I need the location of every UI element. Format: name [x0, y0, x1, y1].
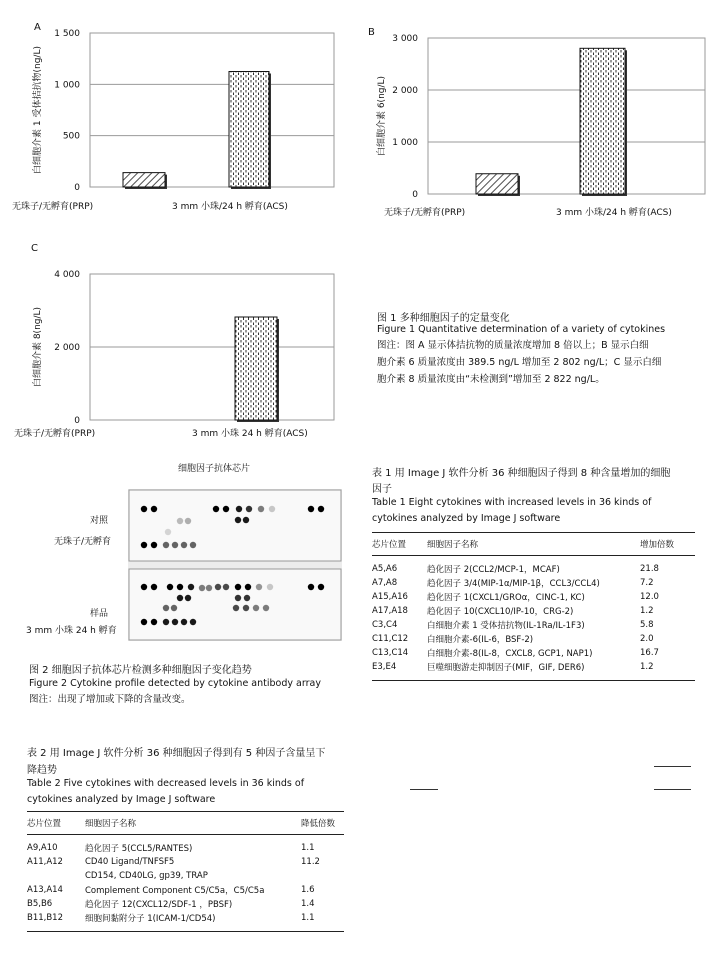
chart-b-svg [360, 20, 719, 230]
cell-fold: 1.1 [301, 843, 315, 853]
blot-spot [163, 619, 169, 625]
cell-position: A15,A16 [372, 592, 408, 602]
blot-spot [151, 584, 157, 590]
blot-spot [308, 506, 314, 512]
table1-title-cn-2: 因子 [372, 484, 392, 495]
y-tick-label: 2 000 [54, 343, 80, 353]
blot-spot [235, 595, 241, 601]
chart-a-svg [0, 20, 345, 220]
y-tick-label: 1 000 [54, 80, 80, 91]
table1-title-en-2: cytokines analyzed by Image J software [372, 513, 561, 524]
blot-spot [141, 584, 147, 590]
blot-spot [190, 542, 196, 548]
table-row [372, 562, 695, 576]
blot-spot [244, 595, 250, 601]
blot-spot [177, 595, 183, 601]
x-category-label: 3 mm 小珠/24 h 孵育(ACS) [172, 202, 288, 212]
cell-fold: 11.2 [301, 857, 320, 867]
blot-spot [188, 584, 194, 590]
blot-spot [141, 542, 147, 548]
blot-spot [181, 619, 187, 625]
blot-spot [245, 584, 251, 590]
table-row [27, 869, 344, 883]
y-tick-label: 0 [74, 416, 80, 426]
x-category-label: 无珠子/无孵育(PRP) [14, 429, 96, 439]
figure2-note: 图注：出现了增加或下降的含量改变。 [29, 694, 191, 705]
array-title: 细胞因子抗体芯片 [178, 464, 251, 474]
decorative-rule [654, 766, 691, 767]
cell-name: CD154, CD40LG, gp39, TRAP [85, 871, 208, 881]
table-row [27, 911, 344, 925]
cell-fold: 1.4 [301, 899, 315, 909]
table2-title-cn-2: 降趋势 [27, 765, 57, 776]
cell-name: 趋化因子 3/4(MIP-1α/MIP-1β，CCL3/CCL4) [427, 579, 600, 589]
panel-a-letter: A [34, 22, 41, 33]
figure1-caption-en: Figure 1 Quantitative determination of a variety of cytokines [377, 324, 666, 335]
table2-header-position: 芯片位置 [27, 819, 62, 829]
sample-membrane [129, 569, 341, 640]
sample-label-2: 3 mm 小珠 24 h 孵育 [26, 626, 117, 636]
cell-name: 白细胞介素 1 受体拮抗物(IL-1Ra/IL-1F3) [427, 621, 585, 631]
blot-spot [141, 619, 147, 625]
figure2-caption-en: Figure 2 Cytokine profile detected by cytokine antibody array [29, 678, 321, 689]
cell-fold: 16.7 [640, 648, 659, 658]
antibody-array-image [128, 489, 342, 641]
y-tick-label: 500 [62, 131, 80, 142]
blot-spot [308, 584, 314, 590]
figure1-panel-c [0, 240, 345, 445]
blot-spot [199, 585, 205, 591]
cell-position: A17,A18 [372, 606, 408, 616]
control-membrane [129, 490, 341, 561]
y-tick-label: 2 000 [392, 86, 418, 96]
table1-title-cn-1: 表 1 用 Image J 软件分析 36 种细胞因子得到 8 种含量增加的细胞 [372, 468, 671, 479]
blot-spot [172, 542, 178, 548]
blot-spot [213, 506, 219, 512]
x-category-label: 3 mm 小珠/24 h 孵育(ACS) [556, 208, 672, 218]
panel-b-letter: B [368, 27, 375, 38]
blot-spot [267, 584, 273, 590]
y-tick-label: 0 [74, 183, 80, 193]
blot-spot [141, 506, 147, 512]
cell-fold: 2.0 [640, 634, 654, 644]
cell-fold: 5.8 [640, 620, 654, 630]
cell-position: C13,C14 [372, 648, 409, 658]
y-tick-label: 1 000 [392, 138, 418, 148]
blot-spot [163, 542, 169, 548]
table1-header-name: 细胞因子名称 [427, 540, 479, 550]
table2-title-en-2: cytokines analyzed by Image J software [27, 794, 216, 805]
bar [476, 174, 518, 194]
cell-position: A9,A10 [27, 843, 58, 853]
x-category-label: 无珠子/无孵育(PRP) [12, 202, 94, 212]
bar [123, 173, 165, 187]
cell-name: 细胞间黏附分子 1(ICAM-1/CD54) [85, 914, 216, 924]
cell-name: 趋化因子 1(CXCL1/GROα，CINC-1, KC) [427, 593, 585, 603]
cell-position: E3,E4 [372, 662, 397, 672]
blot-spot [206, 585, 212, 591]
cell-position: B5,B6 [27, 899, 53, 909]
blot-spot [215, 584, 221, 590]
x-category-label: 无珠子/无孵育(PRP) [384, 208, 466, 218]
blot-spot [223, 584, 229, 590]
sample-label-1: 样品 [90, 609, 109, 619]
table-row [372, 604, 695, 618]
cell-fold: 1.1 [301, 913, 315, 923]
plot-frame [428, 38, 705, 194]
figure1-panel-b [360, 20, 719, 230]
x-category-label: 3 mm 小珠 24 h 孵育(ACS) [192, 429, 308, 439]
table-row [27, 841, 344, 855]
cell-position: A13,A14 [27, 885, 63, 895]
table-row [27, 855, 344, 869]
blot-spot [246, 506, 252, 512]
table2-title-cn-1: 表 2 用 Image J 软件分析 36 种细胞因子得到有 5 种因子含量呈下 [27, 748, 326, 759]
cell-fold: 21.8 [640, 564, 659, 574]
cell-position: A7,A8 [372, 578, 398, 588]
plot-frame [90, 33, 334, 187]
blot-spot [235, 584, 241, 590]
y-axis-label: 白细胞介素 6(ng/L) [377, 75, 387, 157]
blot-spot [263, 605, 269, 611]
blot-spot [177, 584, 183, 590]
cell-name: 趋化因子 10(CXCL10/IP-10，CRG-2) [427, 607, 574, 617]
cell-name: Complement Component C5/C5a，C5/C5a [85, 886, 265, 896]
blot-spot [151, 506, 157, 512]
table1-header-position: 芯片位置 [372, 540, 407, 550]
figure1-note-line-3: 胞介素 8 质量浓度由“未检测到”增加至 2 822 ng/L。 [377, 374, 605, 385]
panel-c-letter: C [31, 243, 38, 254]
table-row [27, 897, 344, 911]
cell-name: 趋化因子 5(CCL5/RANTES) [85, 844, 193, 854]
blot-spot [318, 506, 324, 512]
blot-spot [233, 605, 239, 611]
blot-spot [223, 506, 229, 512]
blot-spot [256, 584, 262, 590]
figure1-note-line-2: 胞介素 6 质量浓度由 389.5 ng/L 增加至 2 802 ng/L；C 显示白细 [377, 357, 662, 368]
cell-fold: 1.2 [640, 606, 654, 616]
table2 [27, 811, 344, 932]
y-tick-label: 3 000 [392, 34, 418, 44]
cell-name: 趋化因子 2(CCL2/MCP-1，MCAF) [427, 565, 560, 575]
blot-spot [172, 619, 178, 625]
blot-spot [190, 619, 196, 625]
blot-spot [269, 506, 275, 512]
cell-name: 白细胞介素-6(IL-6，BSF-2) [427, 635, 534, 645]
blot-spot [167, 584, 173, 590]
blot-spot [243, 605, 249, 611]
cell-name: 趋化因子 12(CXCL12/SDF-1 ，PBSF) [85, 900, 233, 910]
cell-position: C11,C12 [372, 634, 409, 644]
y-tick-label: 4 000 [54, 270, 80, 280]
blot-spot [258, 506, 264, 512]
blot-spot [151, 619, 157, 625]
cell-name: 白细胞介素-8(IL-8，CXCL8, GCP1, NAP1) [427, 649, 593, 659]
blot-spot [236, 506, 242, 512]
blot-spot [177, 518, 183, 524]
table1-title-en-1: Table 1 Eight cytokines with increased levels in 36 kinds of [372, 497, 652, 508]
y-axis-label: 白细胞介素 8(ng/L) [33, 306, 43, 388]
cell-fold: 12.0 [640, 592, 659, 602]
y-axis-label: 白细胞介素 1 受体拮抗物(ng/L) [33, 46, 43, 174]
table2-header-fold: 降低倍数 [301, 819, 336, 829]
bar [235, 317, 277, 420]
cell-name: CD40 Ligand/TNFSF5 [85, 857, 175, 867]
control-label-2: 无珠子/无孵育 [54, 537, 112, 547]
figure1-panel-a [0, 20, 345, 220]
blot-spot [171, 605, 177, 611]
blot-spot [165, 529, 171, 535]
figure1-note-line-1: 图注：图 A 显示体拮抗物的质量浓度增加 8 倍以上；B 显示白细 [377, 340, 649, 351]
chart-c-svg [0, 240, 345, 445]
table-row [372, 632, 695, 646]
cell-fold: 1.6 [301, 885, 315, 895]
cell-fold [301, 869, 344, 883]
bar [580, 48, 625, 194]
table-row [372, 646, 695, 660]
cell-position: A5,A6 [372, 564, 398, 574]
cell-fold: 1.2 [640, 662, 654, 672]
cell-fold: 7.2 [640, 578, 654, 588]
decorative-rule [654, 789, 691, 790]
figure2-caption-cn: 图 2 细胞因子抗体芯片检测多种细胞因子变化趋势 [29, 665, 252, 676]
blot-spot [185, 595, 191, 601]
blot-spot [243, 517, 249, 523]
table-row [372, 576, 695, 590]
bar [229, 72, 269, 188]
table2-header-name: 细胞因子名称 [85, 819, 137, 829]
cell-position: C3,C4 [372, 620, 398, 630]
blot-spot [235, 517, 241, 523]
cell-position: A11,A12 [27, 857, 63, 867]
table-row [27, 883, 344, 897]
figure1-note [377, 337, 712, 388]
y-tick-label: 1 500 [54, 29, 80, 39]
table-row [372, 618, 695, 632]
table1 [372, 532, 695, 681]
cell-position: B11,B12 [27, 913, 63, 923]
blot-spot [185, 518, 191, 524]
table1-header-fold: 增加倍数 [640, 540, 675, 550]
y-tick-label: 0 [412, 190, 418, 200]
blot-spot [318, 584, 324, 590]
blot-spot [151, 542, 157, 548]
table2-title-en-1: Table 2 Five cytokines with decreased levels in 36 kinds of [27, 778, 305, 789]
decorative-rule [410, 789, 438, 790]
figure1-caption-cn: 图 1 多种细胞因子的定量变化 [377, 313, 510, 324]
table-row [372, 660, 695, 674]
cell-position [27, 869, 85, 883]
blot-spot [181, 542, 187, 548]
blot-spot [163, 605, 169, 611]
table-row [372, 590, 695, 604]
blot-spot [253, 605, 259, 611]
cell-name: 巨噬细胞游走抑制因子(MIF，GIF, DER6) [427, 663, 585, 673]
control-label-1: 对照 [90, 516, 109, 526]
